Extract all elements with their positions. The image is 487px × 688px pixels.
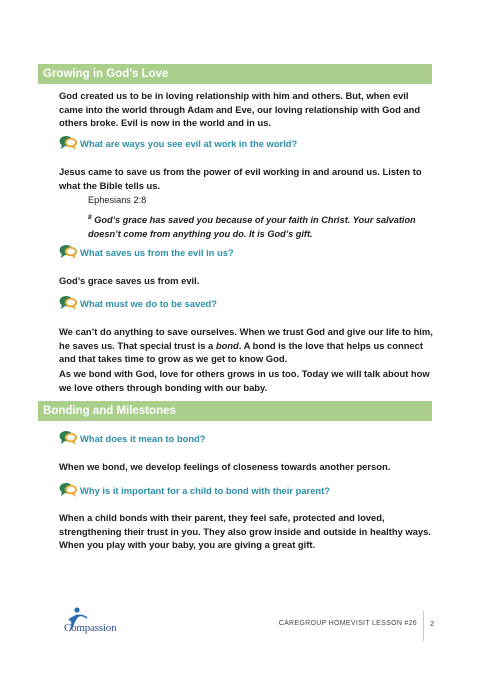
discussion-question <box>59 429 206 447</box>
question-text: What are ways you see evil at work in the world? <box>80 137 298 149</box>
section-header-growing: Growing in God’s Love <box>38 64 432 84</box>
intro-paragraph: God created us to be in loving relationship with him and others. But, when evil came into the world through Adam and Eve, our loving relationship with God and others broke. Evil is now in the world and in us. <box>59 90 421 129</box>
grace-paragraph: God’s grace saves us from evil. <box>59 275 200 286</box>
footer-lesson-title: CAREGROUP HOMEVISIT LESSON #26 <box>278 620 417 627</box>
bond-text-end: . A bond is the love that helps us connect and that takes time to grow as we get to know God. <box>59 339 423 365</box>
speech-bubbles-icon <box>59 430 78 446</box>
scripture-block <box>88 194 433 241</box>
question-text: What saves us from the evil in us? <box>80 246 234 258</box>
page-number: 2 <box>430 619 435 628</box>
section-header-bonding: Bonding and Milestones <box>38 401 432 421</box>
love-paragraph: As we bond with God, love for others grows in us too. Today we will talk about how we love others through bonding with our baby. <box>59 368 430 393</box>
bond-text-start: We can’t do anything to save ourselves. When we trust God and give our life to him, he saves us. That special trust is a <box>59 326 433 351</box>
closeness-paragraph: When we bond, we develop feelings of closeness towards another person. <box>59 461 391 472</box>
speech-bubbles-icon <box>59 482 78 498</box>
jesus-paragraph: Jesus came to save us from the power of evil working in and around us. Listen to what the Bible tells us. <box>59 166 422 191</box>
child-bond-paragraph: When a child bonds with their parent, they feel safe, protected and loved, strengthening their trust in you. They also grow inside and outside in healthy ways. When you play with your baby, you are giving a great gift. <box>59 512 431 551</box>
question-text: Why is it important for a child to bond with their parent? <box>80 484 330 496</box>
question-text: What does it mean to bond? <box>80 432 206 444</box>
scripture-text: God’s grace has saved you because of your faith in Christ. Your salvation doesn’t come from anything you do. It is God’s gift. <box>88 215 416 239</box>
discussion-question <box>59 294 217 312</box>
compassion-logo-text: Compassion <box>64 622 117 634</box>
discussion-question <box>59 243 234 261</box>
discussion-question <box>59 481 330 499</box>
discussion-question <box>59 134 297 152</box>
footer-divider <box>423 611 424 641</box>
question-text: What must we do to be saved? <box>80 297 217 309</box>
speech-bubbles-icon <box>59 135 78 151</box>
verse-number: 8 <box>88 214 92 222</box>
scripture-quote <box>88 211 433 241</box>
bond-emphasis: bond <box>215 339 239 351</box>
scripture-reference: Ephesians 2:8 <box>88 195 147 205</box>
speech-bubbles-icon <box>59 295 78 311</box>
bond-paragraph <box>59 325 433 366</box>
speech-bubbles-icon <box>59 244 78 260</box>
